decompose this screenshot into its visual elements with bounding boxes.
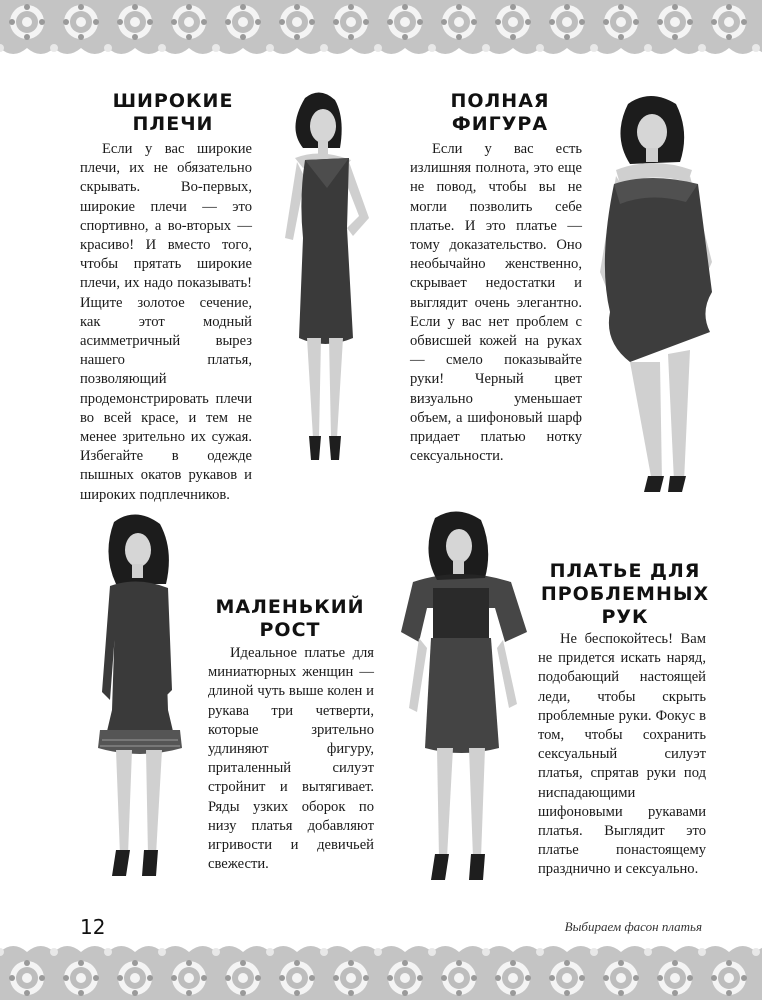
section-text-short-height: Идеальное платье для миниатюрных женщин — длиной чуть выше колен и рукава три четверти, которые зрительно удлиняют фигуру, приталенный силуэт стройнит и вытягивает. Ряды узких оборок по низу платья добавляют игривости и девичьей свежести.: [208, 645, 374, 873]
section-title-short-height: [215, 596, 365, 642]
model-illustration-problem-arms: [395, 508, 535, 898]
section-title-problem-arms: [540, 560, 710, 629]
title-line: МАЛЕНЬКИЙ: [215, 596, 365, 618]
title-line: ПРОБЛЕМНЫХ: [540, 583, 710, 605]
title-line: ПЛЕЧИ: [132, 113, 214, 135]
title-line: РОСТ: [259, 619, 321, 641]
bottom-lace-border: [0, 940, 762, 1000]
top-lace-border: [0, 0, 762, 60]
title-line: ПЛАТЬЕ ДЛЯ: [549, 560, 701, 582]
section-text-full-figure: Если у вас есть излишняя полнота, это еще не повод, чтобы вы не могли позволить себе платье. И это платье — тому доказательство. Оно необычайно женственно, скрывает недостатки и выглядит очень элегантно. Если у вас нет проблем с обвисшей кожей на руках — смело показывайте руки! Черный цвет визуально уменьшает объем, а шифоновый шарф придает платью нотку сексуальности.: [410, 141, 582, 465]
model-illustration-full-figure: [590, 92, 730, 492]
model-illustration-shoulders: [265, 88, 385, 488]
section-text-problem-arms: Не беспокойтесь! Вам не придется искать наряд, подобающий настоящей леди, чтобы скрыть проблемные руки. Фокус в том, чтобы сохранить сексуальный силуэт платья, спрятав руки под ниспадающими шифоновыми рукавами платья. Выглядит это платье понастоящему празднично и сексуально.: [538, 631, 706, 878]
section-title-shoulders: [98, 90, 248, 136]
title-line: ФИГУРА: [451, 113, 549, 135]
section-text-shoulders: Если у вас широкие плечи, их не обязательно скрывать. Во-первых, широкие плечи — это спортивно, а во-вторых — красиво! И вместо того, чтобы прятать широкие плечи, их надо показывать! Ищите золотое сечение, как этот модный асимметричный вырез нашего платья, позволяющий продемонстрировать плечи во всей красе, и тем не менее зрительно их сужая. Избегайте в одежде пышных окатов рукавов и широких подплечников.: [80, 141, 252, 503]
title-line: ПОЛНАЯ: [450, 90, 550, 112]
title-line: РУК: [601, 606, 649, 628]
running-title: Выбираем фасон платья: [564, 919, 702, 934]
model-illustration-short-height: [80, 510, 200, 900]
title-line: ШИРОКИЕ: [112, 90, 234, 112]
section-title-full-figure: [420, 90, 580, 136]
page-number: 12: [80, 915, 106, 939]
